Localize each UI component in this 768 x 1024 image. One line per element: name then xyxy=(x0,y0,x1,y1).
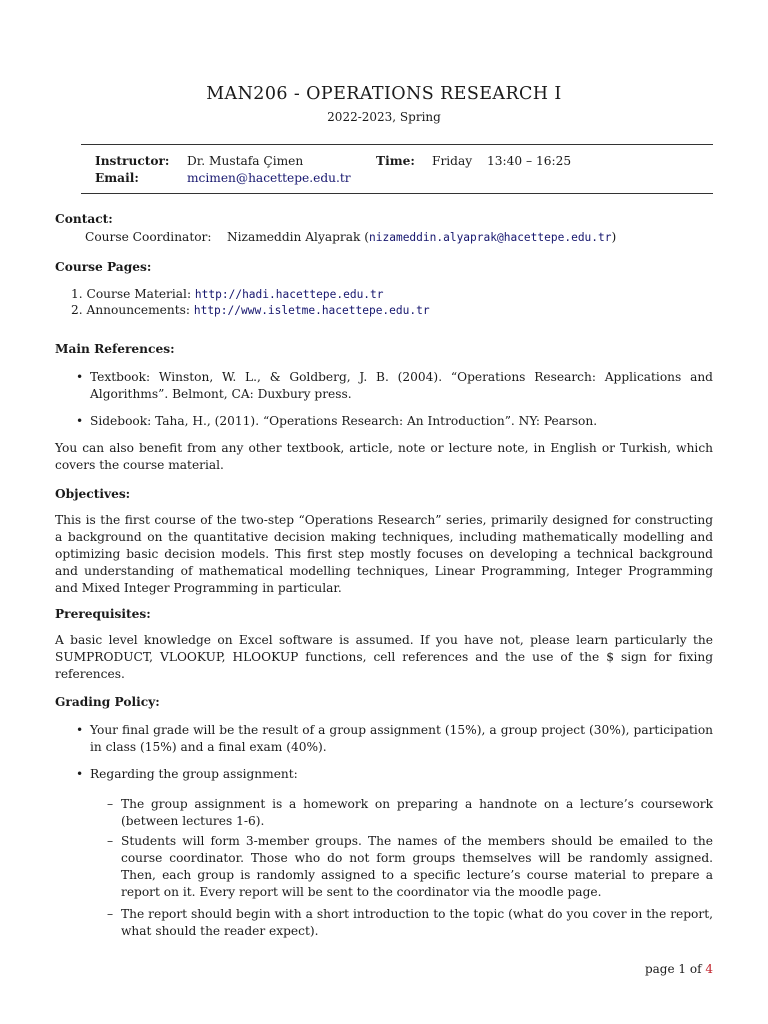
hours: 13:40 – 16:25 xyxy=(487,154,572,168)
page-title: MAN206 - OPERATIONS RESEARCH I xyxy=(206,84,562,104)
reference-item xyxy=(76,413,713,430)
announcements-link[interactable]: http://www.isletme.hacettepe.edu.tr xyxy=(193,304,430,317)
term: 2022-2023, Spring xyxy=(327,110,441,124)
report-intro-detail: The report should begin with a short introduction to the topic (what do you cover in the report, what should the reader expect). xyxy=(121,907,713,938)
page-number xyxy=(645,962,713,976)
course-material-link[interactable]: http://hadi.hacettepe.edu.tr xyxy=(194,288,384,301)
grading-subitem xyxy=(107,833,713,901)
grading-item xyxy=(76,766,713,783)
coordinator-label: Course Coordinator: xyxy=(85,230,212,244)
references-heading: Main References: xyxy=(55,342,175,356)
prerequisites-text: A basic level knowledge on Excel software is assumed. If you have not, please learn particularly the SUMPRODUCT, VLOOKUP, HLOOKUP functions, cell references and the use of the $ sign for fixing references. xyxy=(55,633,713,681)
document-page xyxy=(55,0,713,1024)
dash-icon: – xyxy=(107,797,114,811)
instructor-name: Dr. Mustafa Çimen xyxy=(187,154,304,168)
bullet-icon: • xyxy=(76,767,84,781)
coordinator-email-link[interactable]: nizameddin.alyaprak@hacettepe.edu.tr xyxy=(369,231,612,244)
page-number-prefix: page 1 of xyxy=(644,962,702,976)
page-total-link[interactable]: 4 xyxy=(705,962,713,976)
grading-subitem xyxy=(107,906,713,940)
bullet-icon: • xyxy=(76,370,84,384)
objectives-heading: Objectives: xyxy=(55,487,131,501)
assignment-detail: The group assignment is a homework on preparing a handnote on a lecture’s coursework (between lectures 1-6). xyxy=(121,797,713,828)
textbook-reference: Textbook: Winston, W. L., & Goldberg, J. B. (2004). “Operations Research: Applications and Algorithms”. Belmont, CA: Duxbury press. xyxy=(90,370,713,401)
list-number: 2. xyxy=(71,303,83,317)
grade-breakdown: Your final grade will be the result of a group assignment (15%), a group project (30%), participation in class (15%) and a final exam (40%). xyxy=(90,723,713,754)
list-number: 1. xyxy=(71,287,83,301)
references-note: You can also benefit from any other textbook, article, note or lecture note, in English or Turkish, which covers the course material. xyxy=(55,441,713,472)
group-formation-detail: Students will form 3-member groups. The names of the members should be emailed to the course coordinator. Those who do not form groups themselves will be randomly assigned. Then, each group is randomly assigned to a specific lecture’s course material to prepare a report on it. Every report will be sent to the coordinator via the moodle page. xyxy=(121,834,713,899)
objectives-text: This is the first course of the two-step “Operations Research” series, primarily designed for constructing a background on the quantitative decision making techniques, including mathematically modelling and optimizing basic decision models. This first step mostly focuses on developing a technical background and understanding of mathematical modelling techniques, Linear Programming, Integer Programming and Mixed Integer Programming in particular. xyxy=(55,513,713,595)
email-label: Email: xyxy=(95,171,139,185)
time-label: Time: xyxy=(376,154,415,168)
course-page-item xyxy=(71,286,711,303)
course-material-label: Course Material: xyxy=(86,287,192,301)
contact-heading: Contact: xyxy=(55,212,113,226)
grading-subitem xyxy=(107,796,713,830)
sidebook-reference: Sidebook: Taha, H., (2011). “Operations Research: An Introduction”. NY: Pearson. xyxy=(90,414,598,428)
prerequisites-heading: Prerequisites: xyxy=(55,607,151,621)
top-rule xyxy=(81,144,713,145)
group-assignment-intro: Regarding the group assignment: xyxy=(90,767,298,781)
course-page-item xyxy=(71,302,711,319)
course-pages-heading: Course Pages: xyxy=(55,260,152,274)
announcements-label: Announcements: xyxy=(86,303,190,317)
instructor-email-link[interactable]: mcimen@hacettepe.edu.tr xyxy=(187,171,351,185)
instructor-label: Instructor: xyxy=(95,154,170,168)
dash-icon: – xyxy=(107,834,114,848)
grading-item xyxy=(76,722,713,756)
bullet-icon: • xyxy=(76,414,84,428)
day: Friday xyxy=(432,154,473,168)
grading-heading: Grading Policy: xyxy=(55,695,160,709)
bullet-icon: • xyxy=(76,723,84,737)
coordinator-name: Nizameddin Alyaprak xyxy=(227,230,361,244)
bottom-rule xyxy=(81,193,713,194)
dash-icon: – xyxy=(107,907,114,921)
contact-line: Course Coordinator: Nizameddin Alyaprak (nizameddin.alyaprak@hacettepe.edu.tr) xyxy=(85,230,617,244)
reference-item xyxy=(76,369,713,403)
